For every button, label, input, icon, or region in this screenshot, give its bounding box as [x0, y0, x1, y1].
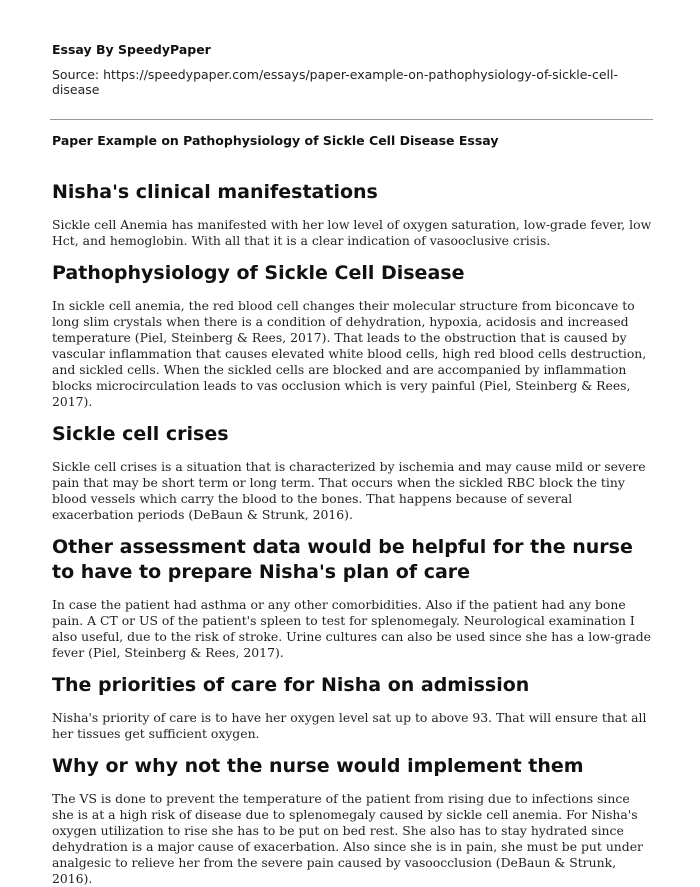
source-line: Source: https://speedypaper.com/essays/paper-example-on-pathophysiology-of-sickle-cell-disease [52, 67, 618, 97]
section-sickle-cell-crises [52, 422, 653, 523]
section-paragraph: In sickle cell anemia, the red blood cell changes their molecular structure from biconcave to long slim crystals when there is a condition of dehydration, hypoxia, acidosis and increased temperature (Piel, Steinberg & Rees, 2017). That leads to the obstruction that is caused by vascular inflammation that causes elevated white blood cells, high red blood cells destruction, and sickled cells. When the sickled cells are blocked and are accompanied by inflammation blocks microcirculation leads to vas occlusion which is very painful (Piel, Steinberg & Rees, 2017). [52, 298, 647, 409]
section-heading: Sickle cell crises [52, 423, 229, 445]
section-heading: Nisha's clinical manifestations [52, 181, 378, 203]
header-divider [50, 119, 653, 120]
section-paragraph: Sickle cell crises is a situation that is characterized by ischemia and may cause mild or severe pain that may be short term or long term. That occurs when the sickled RBC block the tiny blood vessels which carry the blood to the bones. That happens because of several exacerbation periods (DeBaun & Strunk, 2016). [52, 459, 646, 522]
section-clinical-manifestations [52, 180, 653, 249]
section-pathophysiology [52, 261, 653, 410]
brand-label: Essay By SpeedyPaper [52, 42, 211, 57]
section-paragraph: In case the patient had asthma or any other comorbidities. Also if the patient had any bone pain. A CT or US of the patient's spleen to test for splenomegaly. Neurological examination I also useful, due to the risk of stroke. Urine cultures can also be used since she has a low-grade fever (Piel, Steinberg & Rees, 2017). [52, 597, 651, 660]
section-paragraph: Nisha's priority of care is to have her oxygen level sat up to above 93. That will ensure that all her tissues get sufficient oxygen. [52, 710, 647, 741]
section-heading: The priorities of care for Nisha on admission [52, 674, 530, 696]
paper-title: Paper Example on Pathophysiology of Sickle Cell Disease Essay [52, 133, 499, 148]
section-paragraph: Sickle cell Anemia has manifested with her low level of oxygen saturation, low-grade fever, low Hct, and hemoglobin. With all that it is a clear indication of vasooclusive crisis. [52, 217, 652, 248]
section-implementation-rationale [52, 754, 653, 887]
section-heading: Pathophysiology of Sickle Cell Disease [52, 262, 465, 284]
section-heading: Other assessment data would be helpful for the nurse to have to prepare Nisha's plan of care [52, 536, 633, 583]
section-priorities-of-care [52, 673, 653, 742]
section-paragraph: The VS is done to prevent the temperature of the patient from rising due to infections since she is at a high risk of disease due to splenomegaly caused by sickle cell anemia. For Nisha's oxygen utilization to rise she has to be put on bed rest. She also has to stay hydrated since dehydration is a major cause of exacerbation. Also since she is in pain, she must be put under analgesic to relieve her from the severe pain caused by vasoocclusion (DeBaun & Strunk, 2016). [52, 791, 643, 886]
section-heading: Why or why not the nurse would implement them [52, 755, 584, 777]
section-assessment-data [52, 535, 653, 661]
